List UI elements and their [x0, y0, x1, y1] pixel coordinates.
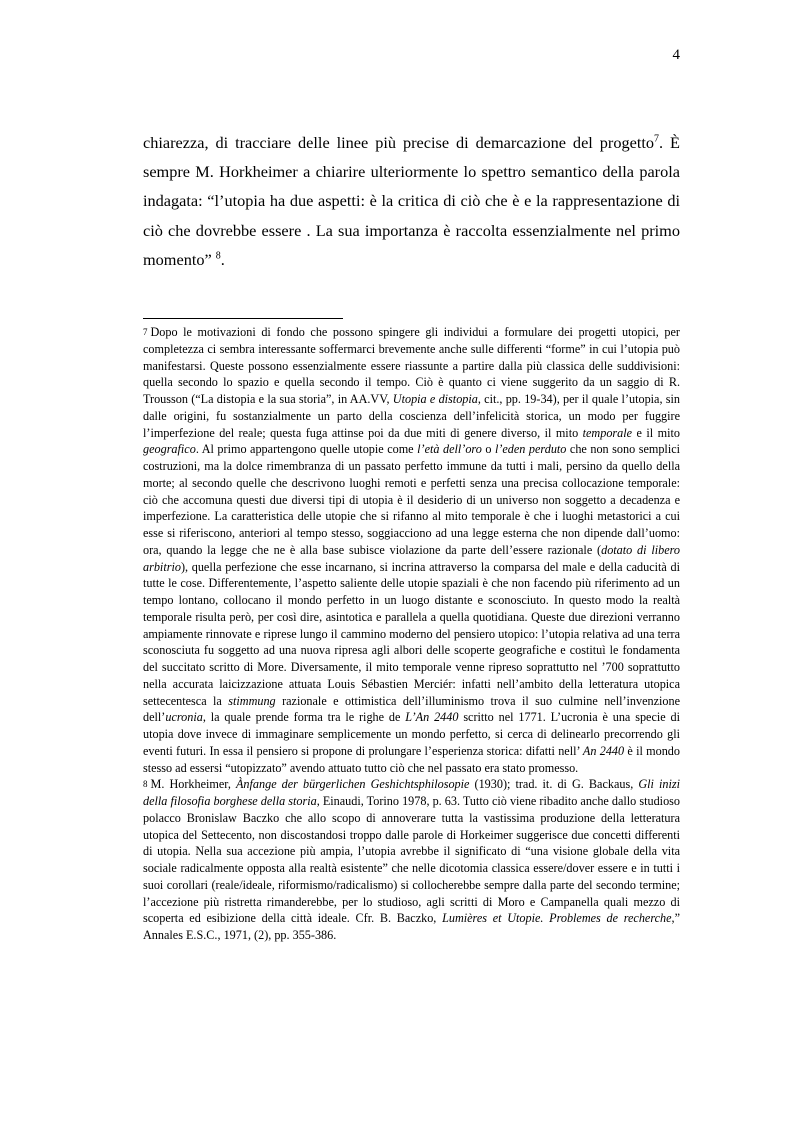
italic-text: ucronia [165, 710, 203, 725]
italic-text: temporale [582, 425, 633, 440]
text-segment: , cit., pp. 19-34), per il quale l’utopia, sin dalle origini, fu sostanzialmente un parto della coscienza dell’infelicità storica, un modo per fuggire l’imperfezione del reale; questa fuga attinse poi da due miti di genere diverso, il mito [143, 392, 680, 440]
footnote-reference: 8 [215, 250, 221, 262]
italic-text: l’età dell’oro [417, 442, 482, 457]
text-segment: scritto nel 1771. L’ucronia è una specie di utopia dove invece di immaginare semplicemente un mondo perfetto, si cerca di delinearlo precorrendo gli eventi futuri. In essa il pensiero si propone di prolungare l’esperienza storica: difatti nell’ [143, 710, 681, 758]
italic-text: stimmung [228, 693, 276, 708]
text-segment: . È sempre M. Horkheimer a chiarire ulteriormente lo spettro semantico della parola indagata: “l’utopia ha due aspetti: è la critica di ciò che è e la rappresentazione di ciò che dovrebbe essere . La sua importanza è raccolta essenzialmente nel primo momento” [143, 133, 680, 269]
text-segment: razionale e ottimistica dell’illuminismo trova il suo culmine nell’invenzione dell’ [143, 693, 680, 725]
text-segment: . Al primo appartengono quelle utopie come [195, 442, 418, 457]
text-segment: (1930); trad. it. di G. Backaus, [469, 777, 639, 792]
text-segment: ,” Annales E.S.C., 1971, (2), pp. 355-386. [143, 911, 680, 942]
footnote-7 [143, 324, 680, 776]
italic-text: dotato di libero arbitrio [143, 542, 680, 574]
text-segment: e il mito [632, 425, 680, 440]
italic-text: Lumières et Utopie. Problemes de recherche [442, 911, 672, 926]
footnote-number: 7 [143, 327, 148, 337]
text-segment: chiarezza, di tracciare delle linee più precise di demarcazione del progetto [143, 133, 655, 152]
text-segment: M. Horkheimer, [150, 777, 236, 792]
italic-text: An 2440 [582, 743, 625, 758]
page-number: 4 [672, 47, 680, 63]
text-segment: è il mondo stesso ad essersi “utopizzato” avendo attuato tutto ciò che nel passato era stato promesso. [143, 743, 680, 775]
text-segment: ), quella perfezione che esse incarnano, si incrina attraverso la comparsa del male e della caducità di tutte le cose. Differentemente, l’aspetto saliente delle utopie spaziali è che non facendo più riferimento ad un tempo lontano, collocano il mondo perfetto in un luogo distante e sconosciuto. In questo modo la realtà temporale risulta però, per così dire, asintotica e parallela a quella quotidiana. Queste due direzioni verranno ampiamente rinnovate e riprese lungo il cammino moderno del pensiero utopico: l’utopia relativa ad una terra sconosciuta fu soggetto ad una nuova ripresa agli albori delle scoperte geografiche e costituì le fondamenta del succitato scritto di More. Diversamente, il mito temporale venne ripreso soprattutto nel ’700 soprattutto nella accurata laicizzazione attuata Louis Sébastien Merciér: infatti nell’ambito della letteratura utopica settecentesca la [143, 559, 680, 708]
italic-text: Ànfange der bürgerlichen Geshichtsphilosopie [235, 777, 470, 792]
italic-text: l’eden perduto [494, 442, 567, 457]
footnote-reference: 7 [654, 133, 660, 145]
italic-text: geografico [143, 442, 196, 457]
text-segment: , la quale prende forma tra le righe de [202, 710, 406, 725]
text-segment: , Einaudi, Torino 1978, p. 63. Tutto ciò viene ribadito anche dallo studioso polacco Bronislaw Baczko che allo scopo di annoverare tutta la vastissima produzione della letteratura utopica del Settecento, non discostandosi troppo dalle parole di Horkeimer suggerisce due concetti differenti di utopia. Nella sua accezione più ampia, l’utopia avrebbe il significato di “una visione globale della vita sociale radicalmente opposta alla realtà esistente” che nelle dicotomia classica essere/dover essere e in tutti i suoi corollari (reale/ideale, riformismo/radicalismo) si collocherebbe sempre dalla parte del secondo termine; l’accezione più ristretta rimanderebbe, per lo studioso, agli scritti di Moro e Campanella quali mezzo di scoperta ed esibizione della città ideale. Cfr. B. Baczko, [143, 794, 680, 926]
footnotes [143, 324, 680, 944]
text-segment: o [481, 442, 495, 457]
footnote-8 [143, 776, 680, 944]
text-segment: . [220, 249, 225, 269]
paragraph-text [143, 128, 680, 274]
body-paragraph [143, 128, 680, 274]
footnote-number: 8 [143, 779, 148, 790]
italic-text: L’An 2440 [405, 710, 459, 725]
footnote-separator [143, 318, 343, 319]
text-segment: Dopo le motivazioni di fondo che possono spingere gli individui a formulare dei progetti utopici, per completezza ci sembra interessante soffermarci brevemente anche sulle differenti “forme” in cui l’utopia può manifestarsi. Queste possono essenzialmente essere riassunte a partire dalla più classica delle suddivisioni: quella secondo lo spazio e quella secondo il tempo. Ciò è quanto ci viene suggerito da un saggio di R. Trousson (“La distopia e la sua storia”, in AA.VV, [143, 325, 680, 406]
italic-text: Utopia e distopia [392, 392, 478, 406]
italic-text: Gli inizi della filosofia borghese della storia [143, 777, 680, 808]
text-segment: che non sono semplici costruzioni, ma la dolce rimembranza di un passato perfetto immune da tutti i mali, persino da quello della morte; al secondo quelle che descrivono luoghi remoti e perfetti senza una precisa collocazione temporale: ciò che accomuna questi due diversi tipi di utopia è il desiderio di un universo non soggetto a decadenza e imperfezione. La caratteristica delle utopie che si rifanno al mito temporale è che i luoghi metastorici a cui esse si riferiscono, anteriori al tempo stesso, soggiacciono ad una legge esterna che non dipende dall’uomo: ora, quando la legge che ne è alla base subisce violazione da parte dell’essere razionale ( [143, 442, 680, 557]
